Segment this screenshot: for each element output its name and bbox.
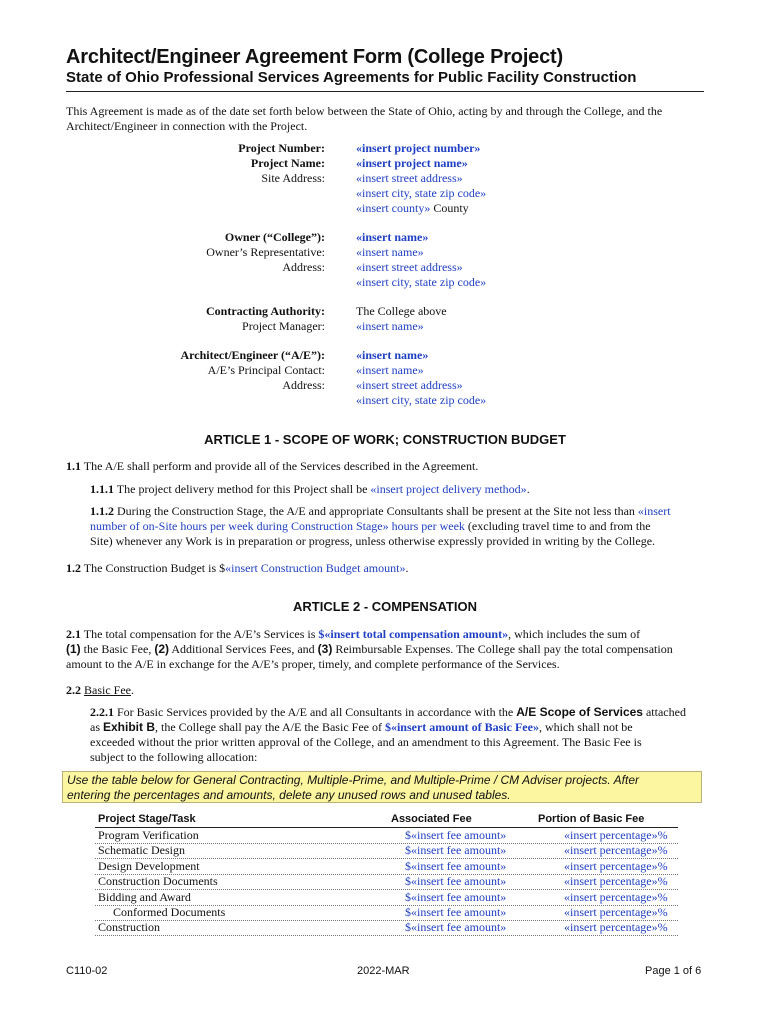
fee-amount-field[interactable]: $«insert fee amount» [405,905,507,919]
section-2-2-1 [90,705,702,765]
section-text: as [90,720,100,734]
table-row [95,859,678,875]
title-rule [66,91,704,92]
section-text: The Construction Budget is $ [83,561,226,575]
item-number: (1) [66,642,81,656]
ae-contact-label: A/E’s Principal Contact: [207,363,325,377]
owner-name-field[interactable]: «insert name» [356,230,429,244]
section-text: , which shall not be [538,720,633,734]
section-text: (excluding travel time to and from the [467,519,651,533]
section-text: The total compensation for the A/E’s Services is [83,627,316,641]
site-city-field[interactable]: «insert city, state zip code» [356,186,487,200]
table-row [95,905,678,921]
section-1-1-1: 1.1.1 The project delivery method for this Project shall be «insert project delivery method». [90,482,530,496]
article-1-heading: ARTICLE 1 - SCOPE OF WORK; CONSTRUCTION BUDGET [204,432,566,447]
fee-amount-field[interactable]: $«insert fee amount» [405,828,507,842]
section-text: the Basic Fee, [83,642,152,656]
percentage-field[interactable]: «insert percentage»% [564,858,668,873]
owner-rep-label: Owner’s Representative: [206,245,325,259]
total-compensation-field[interactable]: $«insert total compensation amount» [318,627,509,641]
section-text: Additional Services Fees, and [171,642,315,656]
site-street-field[interactable]: «insert street address» [356,171,463,185]
item-number: (2) [154,642,169,656]
section-1-1-2 [90,504,702,549]
ae-name-field[interactable]: «insert name» [356,348,429,362]
section-number: 1.1.2 [90,504,114,518]
table-row [95,828,678,844]
article-2-heading: ARTICLE 2 - COMPENSATION [293,599,477,614]
note-line-2: entering the percentages and amounts, delete any unused rows and unused tables. [67,788,511,802]
county-word: County [433,201,469,215]
section-number: 1.2 [66,561,81,575]
percentage-field[interactable]: «insert percentage»% [564,843,668,858]
owner-address-label: Address: [282,260,325,274]
section-text: Site) whenever any Work is in preparation or progress, unless otherwise expressly provided in writing by the College. [90,534,656,548]
header-fee: Associated Fee [391,813,472,825]
fee-amount-field[interactable]: $«insert fee amount» [405,858,507,873]
ae-address-label: Address: [282,378,325,392]
fee-amount-field[interactable]: $«insert fee amount» [405,920,507,935]
item-number: (3) [317,642,333,656]
basic-fee-field[interactable]: $«insert amount of Basic Fee» [384,720,539,734]
fee-amount-field[interactable]: $«insert fee amount» [405,874,507,889]
project-number-label: Project Number: [238,141,325,155]
construction-budget-field[interactable]: «insert Construction Budget amount» [225,561,406,575]
onsite-hours-field[interactable]: number of on-Site hours per week during Construction Stage» hours per week [90,519,465,533]
onsite-hours-field-start[interactable]: «insert [637,504,671,518]
ae-contact-field[interactable]: «insert name» [356,363,424,377]
site-address-label: Site Address: [261,171,325,185]
contracting-authority-value: The College above [356,304,447,318]
section-text: For Basic Services provided by the A/E and all Consultants in accordance with the [117,705,514,719]
note-line-1: Use the table below for General Contracting, Multiple-Prime, and Multiple-Prime / CM Adviser projects. After [67,773,639,787]
stage-cell: Conformed Documents [113,905,226,919]
percentage-field[interactable]: «insert percentage»% [564,828,668,842]
owner-street-field[interactable]: «insert street address» [356,260,463,274]
stage-cell: Construction Documents [98,874,218,889]
page-subtitle: State of Ohio Professional Services Agreements for Public Facility Construction [66,69,637,86]
section-1-2: 1.2 The Construction Budget is $«insert Construction Budget amount». [66,561,409,575]
project-name-field[interactable]: «insert project name» [356,156,468,170]
header-portion: Portion of Basic Fee [538,813,645,825]
footer-form-id: C110-02 [66,965,108,977]
project-number-field[interactable]: «insert project number» [356,141,481,155]
table-row [95,874,678,890]
section-text: The project delivery method for this Project shall be [116,482,368,496]
section-text: exceeded without the prior written approval of the College, and an amendment to this Agreement. The Basic Fee is [90,735,642,749]
contracting-authority-label: Contracting Authority: [206,304,325,318]
stage-cell: Design Development [98,858,200,873]
project-manager-label: Project Manager: [242,319,325,333]
project-name-label: Project Name: [250,156,325,170]
section-number: 2.1 [66,627,81,641]
header-stage: Project Stage/Task [98,813,196,825]
section-text: During the Construction Stage, the A/E and appropriate Consultants shall be present at the Site not less than [117,504,635,518]
section-text: attached [645,705,686,719]
fee-amount-field[interactable]: $«insert fee amount» [405,843,507,858]
section-number: 2.2 [66,683,81,697]
footer-page-number: Page 1 of 6 [645,965,702,977]
scope-reference: A/E Scope of Services [516,705,643,719]
percentage-field[interactable]: «insert percentage»% [564,920,668,935]
section-number: 1.1 [66,459,81,473]
section-text: amount to the A/E in exchange for the A/E’s proper, timely, and complete performance of the Services. [66,657,560,671]
ae-street-field[interactable]: «insert street address» [356,378,463,392]
stage-cell: Bidding and Award [98,889,191,904]
intro-line-2: Architect/Engineer in connection with the Project. [66,119,308,133]
section-2-1 [66,627,702,672]
intro-paragraph [66,104,702,134]
stage-cell: Construction [98,920,160,935]
section-text: Reimbursable Expenses. The College shall pay the total compensation [335,642,673,656]
ae-city-field[interactable]: «insert city, state zip code» [356,393,487,407]
section-1-1 [66,459,702,474]
project-manager-field[interactable]: «insert name» [356,319,424,333]
table-row [95,920,678,936]
fee-amount-field[interactable]: $«insert fee amount» [405,889,507,904]
exhibit-reference: Exhibit B [103,720,156,734]
page-title: Architect/Engineer Agreement Form (College Project) [66,46,563,68]
table-row [95,890,678,906]
section-number: 2.2.1 [90,705,114,719]
ae-label: Architect/Engineer (“A/E”): [180,348,325,362]
stage-cell: Schematic Design [98,843,185,858]
section-text: , the College shall pay the A/E the Basic Fee of [155,720,382,734]
owner-rep-field[interactable]: «insert name» [356,245,424,259]
delivery-method-field[interactable]: «insert project delivery method» [370,482,527,496]
section-2-2: 2.2 Basic Fee. [66,683,134,697]
site-county-field[interactable]: «insert county» [356,201,431,215]
percentage-field[interactable]: «insert percentage»% [564,874,668,889]
section-title: Basic Fee [84,683,131,697]
owner-label: Owner (“College”): [224,230,325,244]
section-text: The A/E shall perform and provide all of the Services described in the Agreement. [83,459,479,473]
percentage-field[interactable]: «insert percentage»% [564,889,668,904]
stage-cell: Program Verification [98,828,199,842]
footer-date: 2022-MAR [357,965,410,977]
instruction-note [62,771,702,803]
intro-line-1: This Agreement is made as of the date set forth below between the State of Ohio, acting by and through the College, and the [66,104,663,118]
owner-city-field[interactable]: «insert city, state zip code» [356,275,487,289]
percentage-field[interactable]: «insert percentage»% [564,905,668,919]
section-text: , which includes the sum of [508,627,641,641]
section-number: 1.1.1 [90,482,114,496]
table-row [95,843,678,859]
section-text: subject to the following allocation: [90,750,258,764]
